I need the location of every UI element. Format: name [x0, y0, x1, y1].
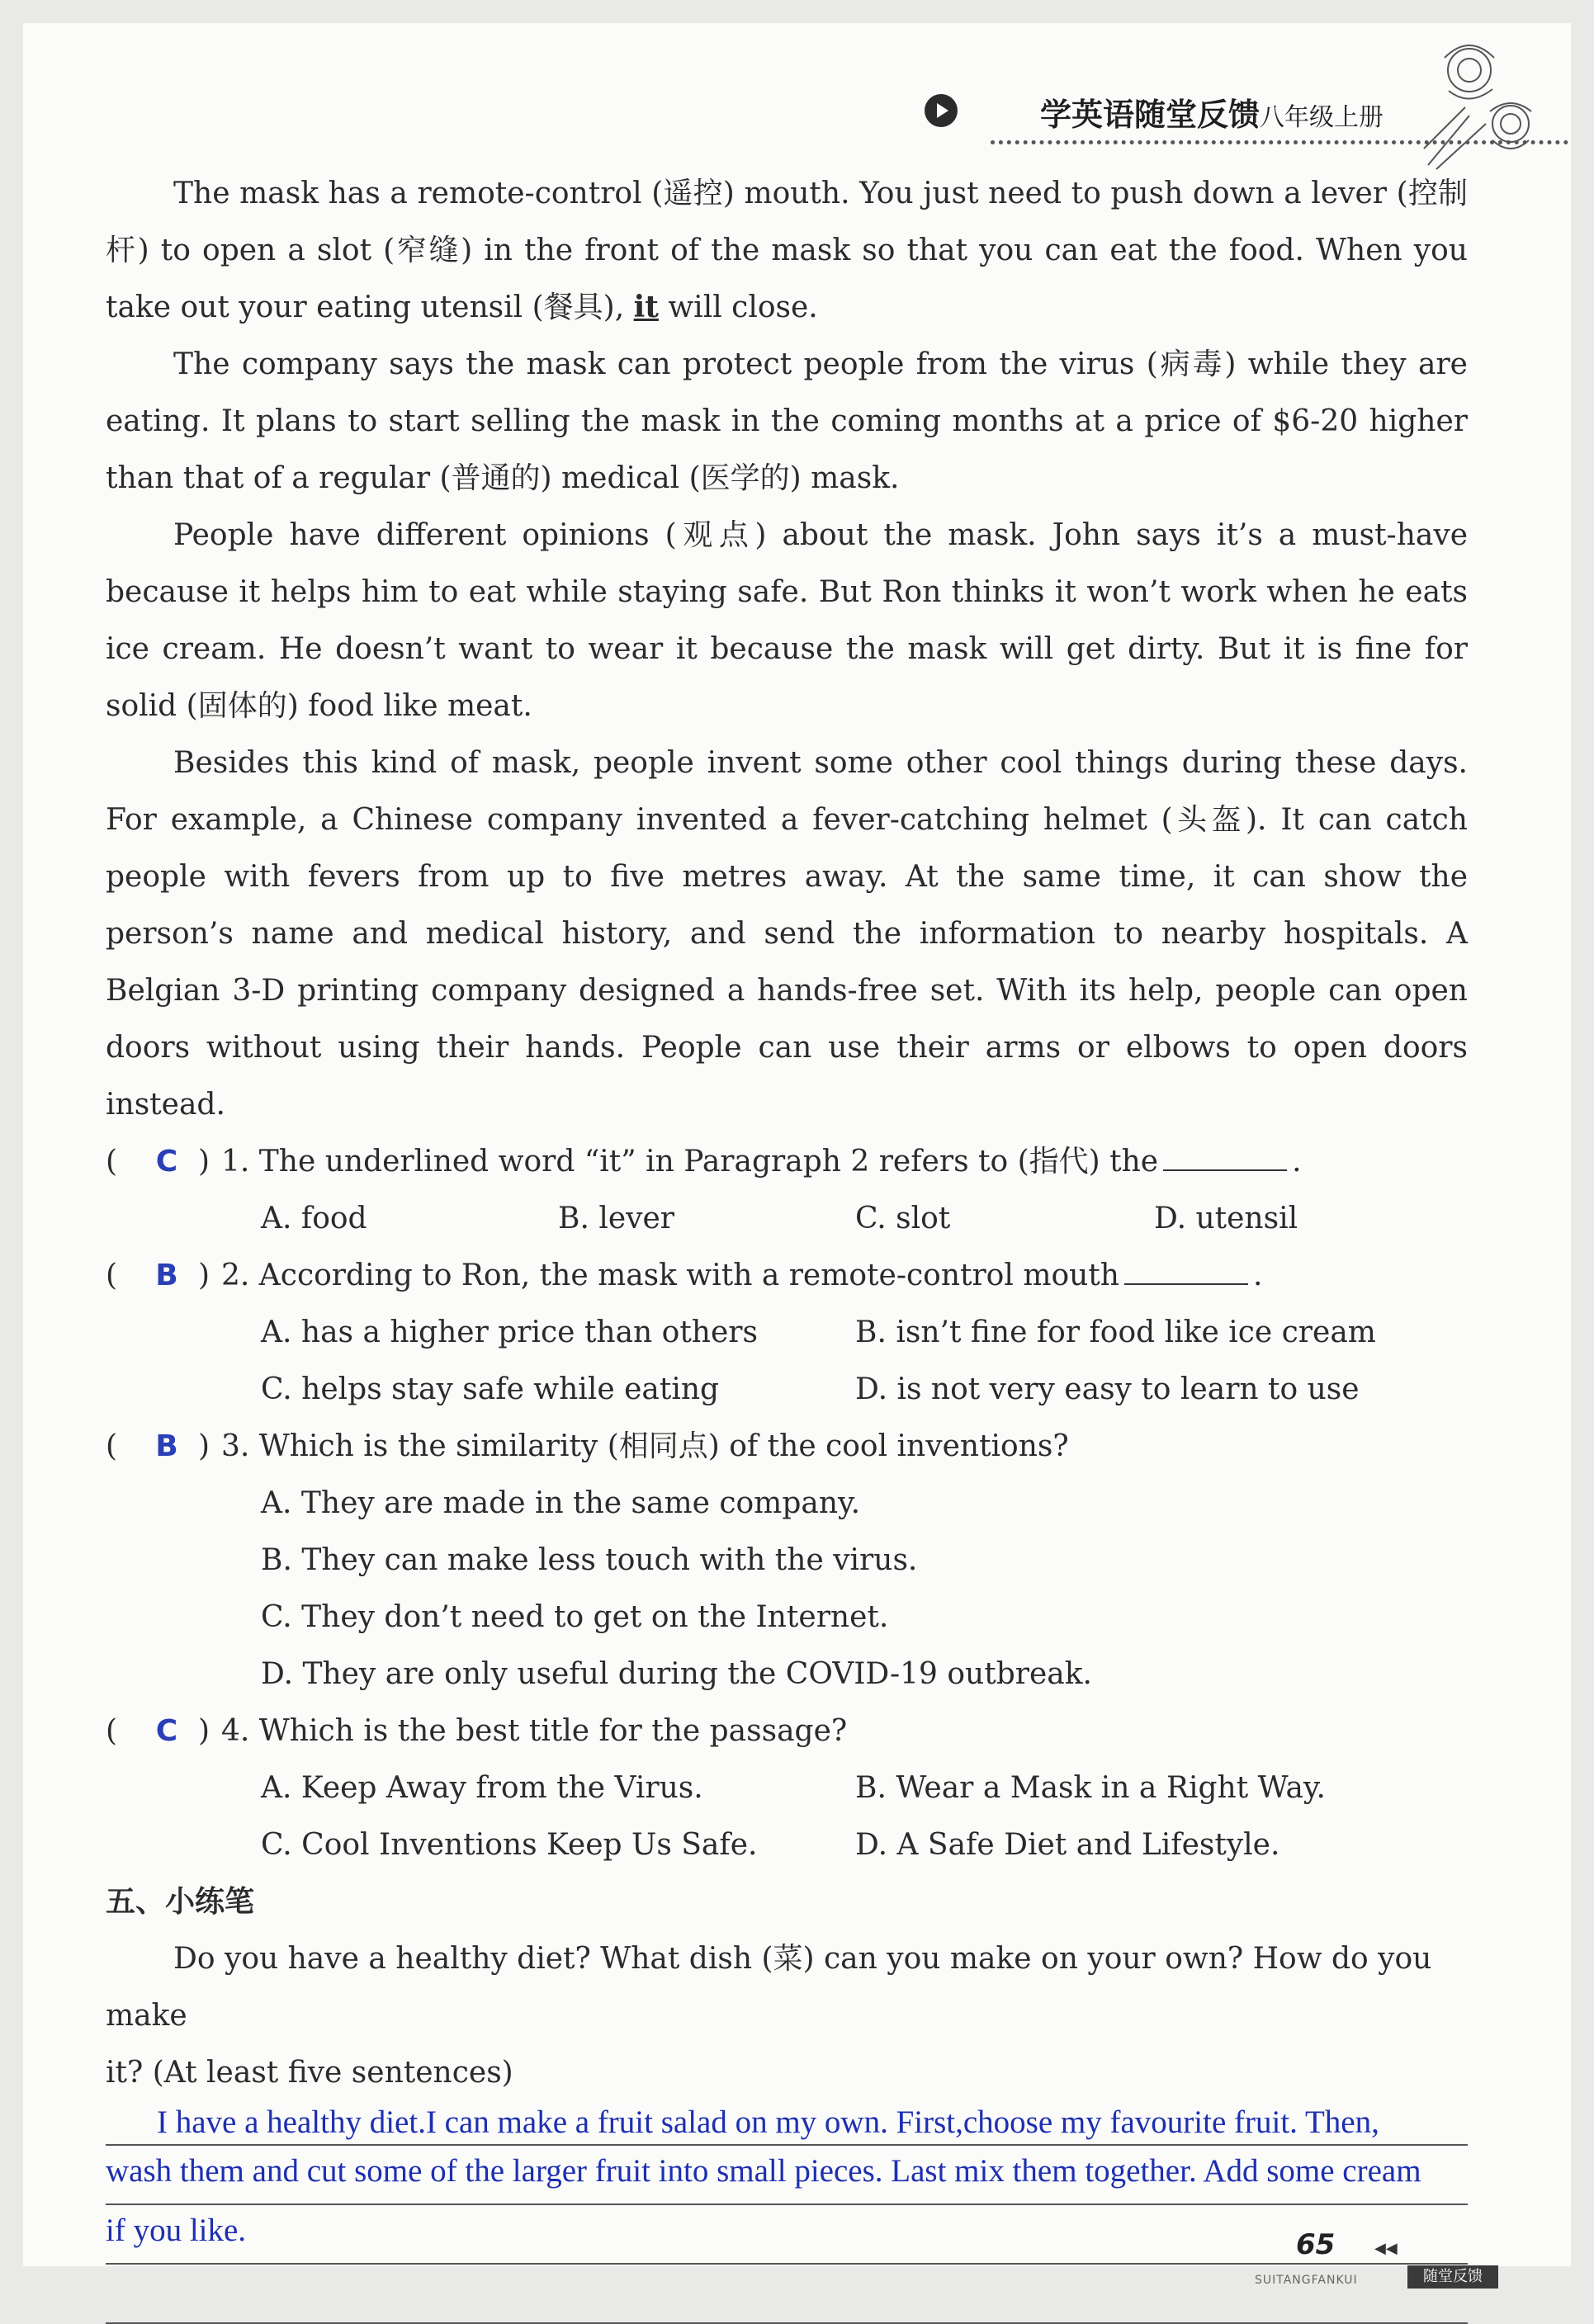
answer-4: C: [155, 1714, 178, 1748]
main-content: [106, 165, 1468, 2324]
writing-line-2[interactable]: wash them and cut some of the larger fruit into small pieces. Last mix them together. Add some cream: [106, 2146, 1468, 2205]
page-number: 65: [1296, 2228, 1336, 2261]
option-c: C. helps stay safe while eating: [261, 1372, 720, 1406]
writing-prompt: Do you have a healthy diet? What dish (菜) can you make on your own? How do you make: [106, 1942, 1432, 2033]
answer-blank: [1163, 1145, 1287, 1171]
options-row: [106, 1589, 1468, 1646]
passage-paragraph-1: The mask has a remote-control (遥控) mouth. You just need to push down a lever (控制杆) to open a slot (窄缝) in the front of the mask so that you can eat the food. When you take out your eating utensil (餐具), it will close.: [106, 177, 1468, 324]
writing-prompt-continued: it? (At least five sentences): [106, 2056, 513, 2090]
option-d: D. utensil: [1154, 1202, 1298, 1235]
question-stem: 1. The underlined word “it” in Paragraph 2 refers to (指代) the: [221, 1145, 1159, 1179]
option-d: D. They are only useful during the COVID-19 outbreak.: [261, 1657, 1092, 1691]
question-4: ( C ) 4. Which is the best title for the passage?: [106, 1703, 1468, 1760]
book-title: 学英语随堂反馈八年级上册: [1040, 97, 1384, 133]
section-title: 五、小练笔: [106, 1885, 255, 1919]
answer-2: B: [155, 1259, 178, 1292]
question-2: ( B ) 2. According to Ron, the mask with a remote-control mouth .: [106, 1247, 1468, 1304]
options-row: [106, 1304, 1468, 1361]
option-a: A. has a higher price than others: [261, 1316, 758, 1349]
option-b: B. lever: [558, 1202, 675, 1235]
page-header: [925, 89, 1453, 135]
question-1: ( C ) 1. The underlined word “it” in Paragraph 2 refers to (指代) the .: [106, 1133, 1468, 1190]
question-3: ( B ) 3. Which is the similarity (相同点) of the cool inventions?: [106, 1418, 1468, 1475]
answer-1: C: [155, 1145, 178, 1179]
option-c: C. They don’t need to get on the Internet.: [261, 1600, 889, 1634]
answer-blank: [1124, 1259, 1248, 1285]
question-stem: 4. Which is the best title for the passage?: [221, 1714, 848, 1748]
options-row: [106, 1361, 1468, 1418]
option-d: D. is not very easy to learn to use: [855, 1372, 1360, 1406]
option-a: A. They are made in the same company.: [261, 1486, 861, 1520]
option-a: A. Keep Away from the Virus.: [261, 1771, 703, 1805]
underlined-it: it: [633, 290, 659, 324]
footer-tag: 随堂反馈: [1407, 2265, 1498, 2289]
question-stem: 3. Which is the similarity (相同点) of the cool inventions?: [221, 1429, 1069, 1463]
option-b: B. Wear a Mask in a Right Way.: [855, 1771, 1326, 1805]
writing-line-1[interactable]: I have a healthy diet.I can make a fruit salad on my own. First,choose my favourite fruit. Then,: [106, 2101, 1468, 2146]
passage-paragraph-2: The company says the mask can protect people from the virus (病毒) while they are eating. It plans to start selling the mask in the coming months at a price of $6-20 higher than that of a regular (普通的) medical (医学的) mask.: [106, 347, 1468, 495]
option-c: C. Cool Inventions Keep Us Safe.: [261, 1828, 758, 1862]
question-stem: 2. According to Ron, the mask with a remote-control mouth: [221, 1259, 1119, 1292]
passage-paragraph-4: Besides this kind of mask, people invent some other cool things during these days. For example, a Chinese company invented a fever-catching helmet (头盔). It can catch people with fevers from up to five metres away. At the same time, it can show the person’s name and medical history, and send the information to nearby hospitals. A Belgian 3-D printing company designed a hands-free set. With its help, people can open doors without using their hands. People can use their arms or elbows to open doors instead.: [106, 746, 1468, 1122]
option-b: B. They can make less touch with the virus.: [261, 1543, 918, 1577]
options-row: [106, 1816, 1468, 1873]
footer-pinyin: SUITANGFANKUI: [1255, 2274, 1358, 2287]
rewind-arrow-icon: ◀◀: [1374, 2240, 1398, 2257]
option-b: B. isn’t fine for food like ice cream: [855, 1316, 1376, 1349]
options-row: [106, 1646, 1468, 1703]
options-row: [106, 1475, 1468, 1532]
option-c: C. slot: [855, 1202, 951, 1235]
option-a: A. food: [261, 1202, 367, 1235]
options-row: [106, 1532, 1468, 1589]
options-row: [106, 1190, 1468, 1247]
options-row: [106, 1760, 1468, 1816]
flower-decoration-icon: [1420, 25, 1544, 173]
answer-3: B: [155, 1429, 178, 1463]
passage-paragraph-3: People have different opinions (观点) about the mask. John says it’s a must-have because it helps him to eat while staying safe. But Ron thinks it won’t work when he eats ice cream. He doesn’t want to wear it because the mask will get dirty. But it is fine for solid (固体的) food like meat.: [106, 518, 1468, 723]
writing-line-3[interactable]: if you like.: [106, 2205, 1468, 2265]
play-icon: [925, 94, 958, 127]
option-d: D. A Safe Diet and Lifestyle.: [855, 1828, 1280, 1862]
